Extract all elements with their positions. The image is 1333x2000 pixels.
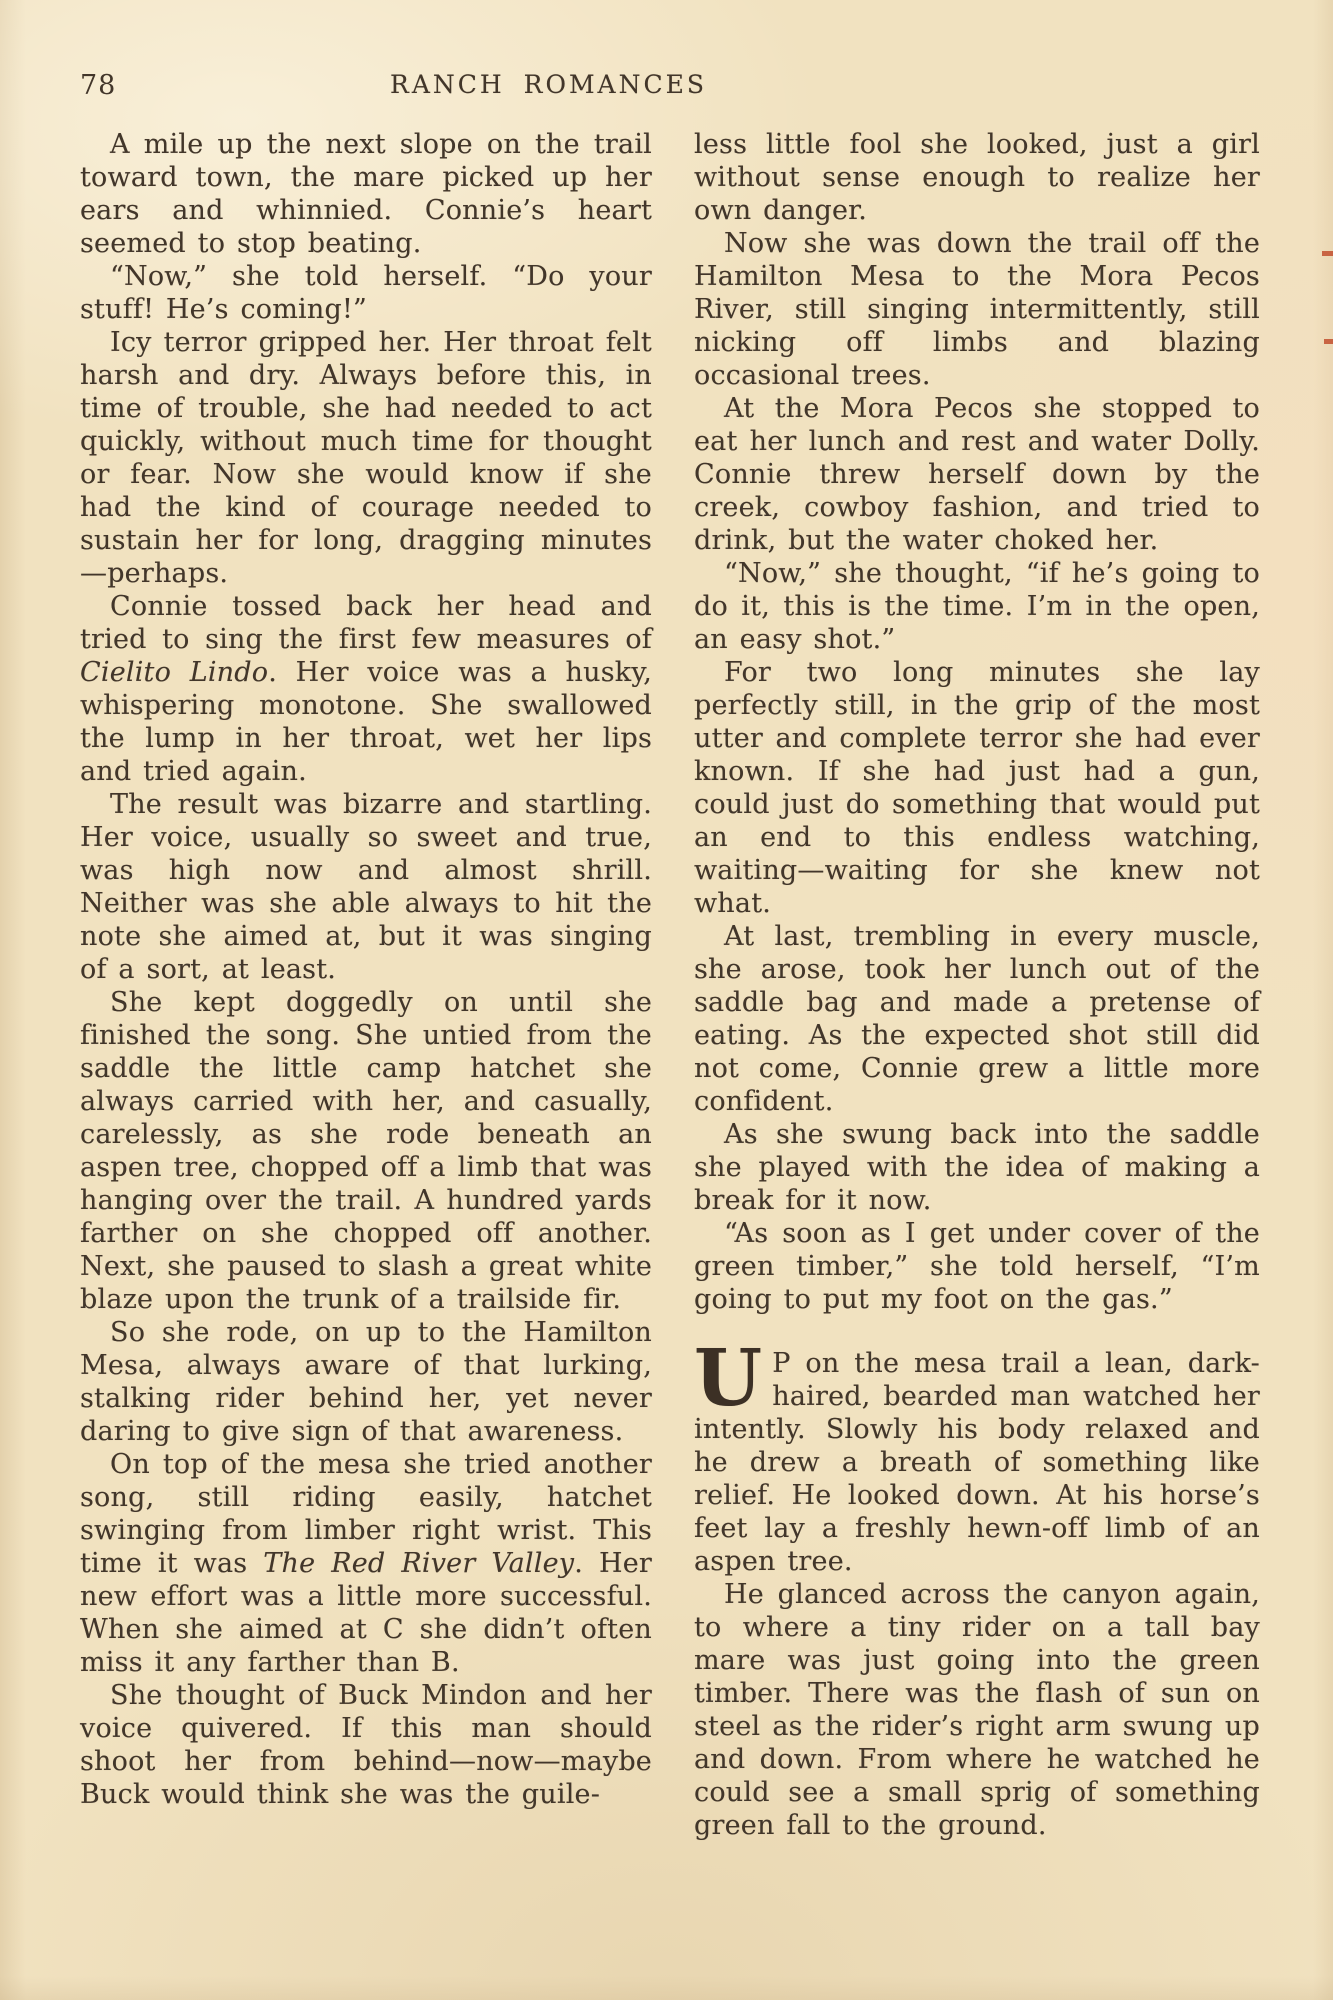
paragraph [80, 260, 652, 326]
paragraph [694, 920, 1260, 1118]
paragraph [694, 1333, 1260, 1578]
body-text: . Her voice was a husky, whispering monotone. She swallowed the lump in her throat, wet her lips and tried again. [80, 657, 652, 787]
body-text: Now she was down the trail off the Hamilton Mesa to the Mora Pecos River, still singing intermittently, still nicking off limbs and blazing occasional trees. [694, 228, 1260, 391]
body-text: At the Mora Pecos she stopped to eat her lunch and rest and water Dolly. Connie threw herself down by the creek, cowboy fashion, and tried to drink, but the water choked her. [694, 393, 1260, 556]
body-text: The result was bizarre and startling. Her voice, usually so sweet and true, was high now and almost shrill. Neither was she able always to hit the note she aimed at, but it was singing of a sort, at least. [80, 789, 652, 985]
paragraph [80, 1679, 652, 1811]
body-text: Icy terror gripped her. Her throat felt harsh and dry. Always before this, in time of trouble, she had needed to act quickly, without much time for thought or fear. Now she would know if she had the kind of courage needed to sustain her for long, dragging minutes—perhaps. [80, 327, 652, 589]
paragraph [80, 128, 652, 260]
body-text: On top of the mesa she tried another song, still riding easily, hatchet swinging from limber right wrist. This time it was [80, 1449, 652, 1579]
running-title: RANCH ROMANCES [390, 70, 707, 99]
body-text: He glanced across the canyon again, to where a tiny rider on a tall bay mare was just going into the green timber. There was the flash of sun on steel as the rider’s right arm swung up and down. From where he watched he could see a small sprig of something green fall to the ground. [694, 1579, 1260, 1841]
scan-mark [1322, 251, 1333, 256]
body-text: “Now,” she thought, “if he’s going to do it, this is the time. I’m in the open, an easy shot.” [694, 558, 1260, 655]
song-title: The Red River Valley [263, 1548, 575, 1579]
body-text: Connie tossed back her head and tried to sing the first few measures of [80, 591, 652, 655]
paragraph [694, 128, 1260, 227]
scan-mark [1324, 339, 1333, 344]
paragraph [80, 590, 652, 788]
paragraph [80, 1316, 652, 1448]
paragraph [694, 1217, 1260, 1316]
body-text: “Now,” she told herself. “Do your stuff! He’s coming!” [80, 261, 652, 325]
paragraph [694, 557, 1260, 656]
right-column [694, 128, 1260, 1842]
body-text: She thought of Buck Mindon and her voice quivered. If this man should shoot her from behind—now—maybe Buck would think she was the guile- [80, 1680, 652, 1810]
body-text: . Her new effort was a little more successful. When she aimed at C she didn’t often miss it any farther than B. [80, 1548, 652, 1678]
body-text: So she rode, on up to the Hamilton Mesa, always aware of that lurking, stalking rider behind her, yet never daring to give sign of that awareness. [80, 1317, 652, 1447]
paragraph [80, 986, 652, 1316]
paragraph [80, 788, 652, 986]
paragraph [694, 392, 1260, 557]
body-text: A mile up the next slope on the trail toward town, the mare picked up her ears and whinnied. Connie’s heart seemed to stop beating. [80, 129, 652, 259]
body-text: As she swung back into the saddle she played with the idea of making a break for it now. [694, 1119, 1260, 1216]
body-text: She kept doggedly on until she finished the song. She untied from the saddle the little camp hatchet she always carried with her, and casually, carelessly, as she rode beneath an aspen tree, chopped off a limb that was hanging over the trail. A hundred yards farther on she chopped off another. Next, she paused to slash a great white blaze upon the trunk of a trailside fir. [80, 987, 652, 1315]
song-title: Cielito Lindo [80, 657, 269, 688]
paragraph [694, 656, 1260, 920]
body-text: less little fool she looked, just a girl without sense enough to realize her own danger. [694, 129, 1260, 226]
body-text: For two long minutes she lay perfectly still, in the grip of the most utter and complete terror she had ever known. If she had just had a gun, could just do something that would put an end to this endless watching, waiting—waiting for she knew not what. [694, 657, 1260, 919]
paragraph [694, 1578, 1260, 1842]
paragraph [80, 326, 652, 590]
page-number: 78 [80, 70, 117, 101]
paragraph [80, 1448, 652, 1679]
body-text: P on the mesa trail a lean, dark-haired, bearded man watched her intently. Slowly his body relaxed and he drew a breath of something like relief. He looked down. At his horse’s feet lay a freshly hewn-off limb of an aspen tree. [694, 1348, 1260, 1577]
paragraph [694, 227, 1260, 392]
body-text: “As soon as I get under cover of the green timber,” she told herself, “I’m going to put my foot on the gas.” [694, 1218, 1260, 1315]
paragraph [694, 1118, 1260, 1217]
drop-cap: U [694, 1333, 763, 1424]
left-column [80, 128, 652, 1811]
body-text: At last, trembling in every muscle, she arose, took her lunch out of the saddle bag and made a pretense of eating. As the expected shot still did not come, Connie grew a little more confident. [694, 921, 1260, 1117]
